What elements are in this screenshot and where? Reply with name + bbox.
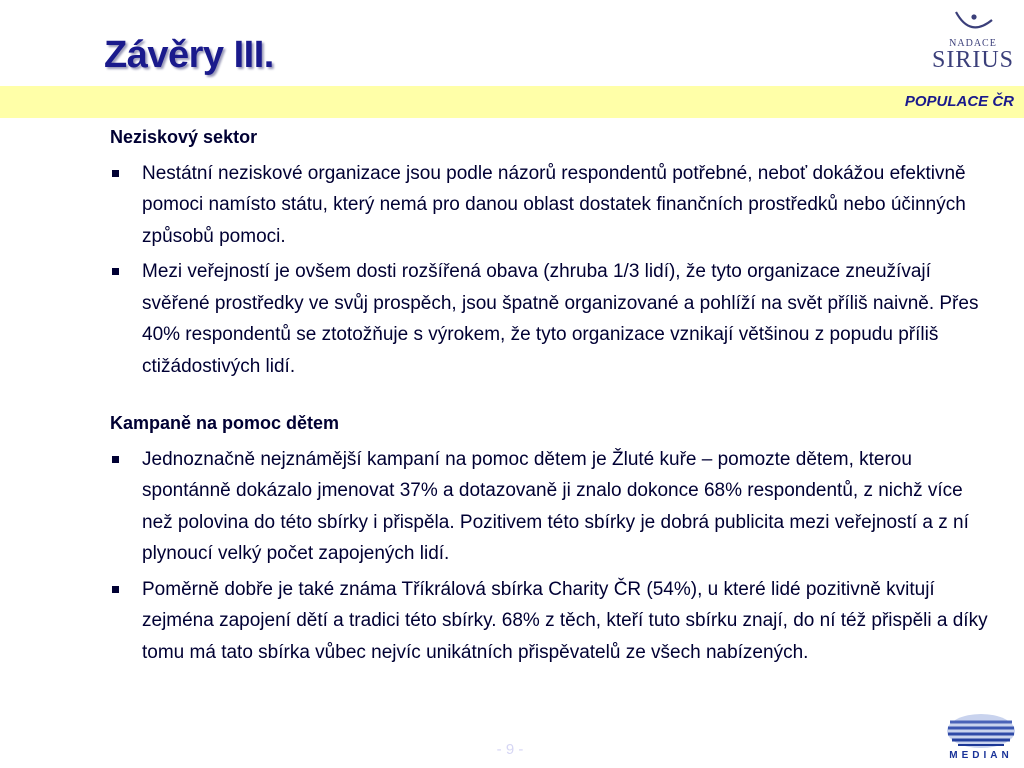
page-title: Závěry III. [104,34,274,76]
median-globe-icon [944,712,1018,750]
nadace-sirius-logo [928,8,1018,78]
bullet-text: Nestátní neziskové organizace jsou podle názorů respondentů potřebné, neboť dokážou efektivně pomoci namísto státu, který nemá pro danou oblast dostatek finančních prostředků nebo účinných způsobů pomoci. [142,162,966,247]
bullet-item [110,574,990,669]
logo-nadace-text: NADACE [949,38,997,49]
header-band [0,86,1024,118]
bullet-item [110,256,990,382]
section-heading: Neziskový sektor [110,127,258,147]
section-heading: Kampaně na pomoc dětem [110,413,340,433]
bullet-item [110,444,990,570]
bullet-text: Jednoznačně nejznámější kampaní na pomoc dětem je Žluté kuře – pomozte dětem, kterou spontánně dokázalo jmenovat 37% a dotazovaně ji znalo dokonce 68% respondentů, z nichž více než polovina do této sbírky i přispěla. Pozitivem této sbírky je dobrá publicita mezi veřejností a z ní plynoucí velký počet zapojených lidí. [142,448,969,564]
band-label: POPULACE ČR [904,93,1014,110]
bullet-text: Poměrně dobře je také známa Tříkrálová sbírka Charity ČR (54%), u které lidé pozitivně kvitují zejména zapojení dětí a tradici této sbírky. 68% z těch, kteří tuto sbírku znají, do ní též přispěli a díky tomu má tato sbírka vůbec nejvíc unikátních přispěvatelů ze všech nabízených. [142,578,988,663]
bullet-square-icon [112,170,119,177]
logo-sirius-text: SIRIUS [931,47,1015,73]
page-number: - 9 - [496,741,524,758]
bullet-square-icon [112,586,119,593]
sirius-star-icon [940,8,1006,38]
bullet-square-icon [112,456,119,463]
bullet-text: Mezi veřejností je ovšem dosti rozšířená obava (zhruba 1/3 lidí), že tyto organizace zneužívají svěřené prostředky ve svůj prospěch, jsou špatně organizované a pohlíží na svět příliš naivně. Přes 40% respondentů se ztotožňuje s výrokem, že tyto organizace vznikají většinou z popudu příliš ctižádostivých lidí. [142,261,979,377]
bullet-item [110,158,990,253]
median-logo [944,712,1018,766]
median-text: MEDIAN [949,750,1013,761]
bullet-square-icon [112,268,119,275]
main-content [110,122,990,672]
